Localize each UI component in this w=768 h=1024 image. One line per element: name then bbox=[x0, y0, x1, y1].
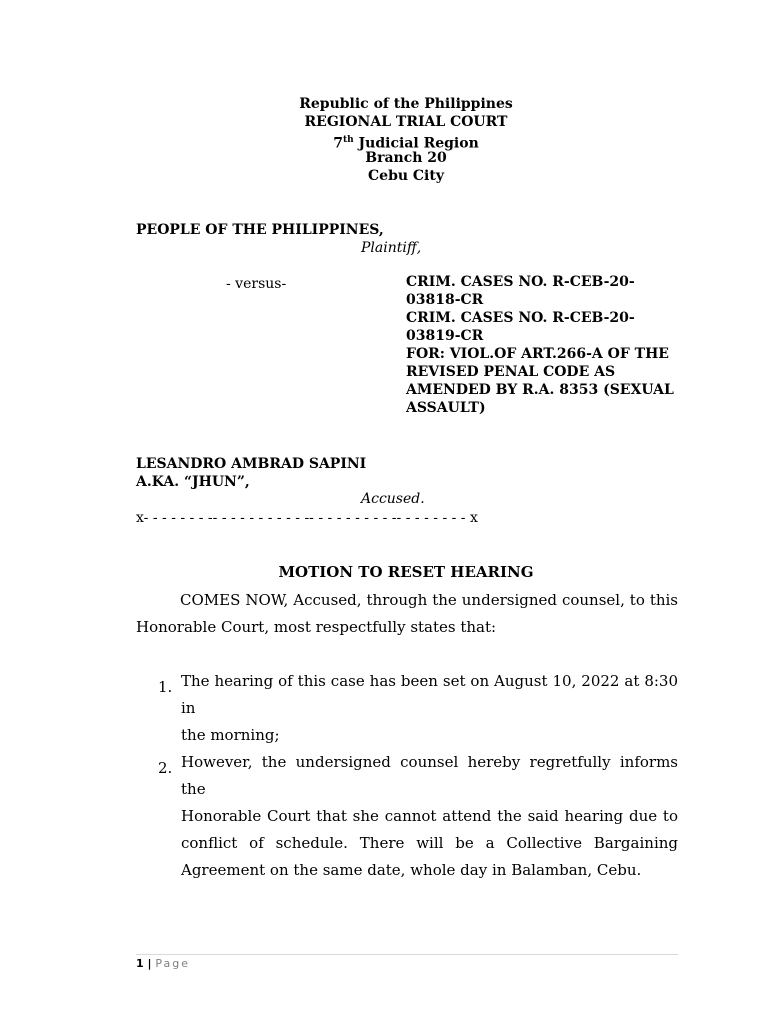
case-line: ASSAULT) bbox=[406, 400, 486, 416]
court-header-city: Cebu City bbox=[368, 168, 444, 184]
region-ordinal: th bbox=[342, 135, 354, 145]
numbered-item bbox=[181, 668, 678, 749]
case-info-block bbox=[406, 273, 686, 417]
plaintiff-role: Plaintiff, bbox=[361, 240, 422, 256]
item-line: Honorable Court that she cannot attend the said hearing due to bbox=[181, 807, 678, 825]
region-number: 7 bbox=[333, 135, 343, 152]
case-line: AMENDED BY R.A. 8353 (SEXUAL bbox=[406, 382, 674, 398]
intro-line: Honorable Court, most respectfully states that: bbox=[136, 618, 497, 636]
item-line: conflict of schedule. There will be a Collective Bargaining bbox=[181, 834, 678, 852]
case-line: CRIM. CASES NO. R-CEB-20- bbox=[406, 274, 635, 290]
page-label: Page bbox=[155, 957, 190, 970]
item-line: Agreement on the same date, whole day in Balamban, Cebu. bbox=[181, 861, 642, 879]
court-header-republic: Republic of the Philippines bbox=[299, 96, 513, 112]
region-text: Judicial Region bbox=[353, 135, 479, 152]
case-line: 03818-CR bbox=[406, 292, 484, 308]
accused-alias: A.KA. “JHUN”, bbox=[136, 474, 250, 490]
footer-divider bbox=[136, 954, 678, 955]
footer-separator: | bbox=[143, 957, 156, 970]
accused-role: Accused. bbox=[361, 491, 425, 507]
case-line: REVISED PENAL CODE AS bbox=[406, 364, 616, 380]
item-number: 1. bbox=[158, 678, 173, 696]
intro-paragraph bbox=[136, 587, 678, 641]
case-line: 03819-CR bbox=[406, 328, 484, 344]
case-line: FOR: VIOL.OF ART.266-A OF THE bbox=[406, 346, 669, 362]
item-number: 2. bbox=[158, 759, 173, 777]
plaintiff-name: PEOPLE OF THE PHILIPPINES, bbox=[136, 222, 384, 238]
page-number: 1 bbox=[136, 957, 144, 970]
motion-title: MOTION TO RESET HEARING bbox=[278, 563, 534, 581]
item-line: the morning; bbox=[181, 726, 280, 744]
versus-label: - versus- bbox=[226, 276, 287, 292]
court-header-branch: Branch 20 bbox=[365, 150, 447, 166]
numbered-item bbox=[181, 749, 678, 884]
caption-separator: x- - - - - - - -- - - - - - - - - - -- - - - - - - - - -- - - - - - - - x bbox=[136, 510, 478, 526]
intro-line: COMES NOW, Accused, through the undersigned counsel, to this bbox=[180, 591, 678, 609]
page-footer bbox=[136, 957, 190, 970]
case-line: CRIM. CASES NO. R-CEB-20- bbox=[406, 310, 635, 326]
item-line: The hearing of this case has been set on August 10, 2022 at 8:30 in bbox=[181, 672, 678, 717]
accused-name: LESANDRO AMBRAD SAPINI bbox=[136, 456, 367, 472]
item-line: However, the undersigned counsel hereby regretfully informs the bbox=[181, 753, 678, 798]
court-header-rtc: REGIONAL TRIAL COURT bbox=[304, 114, 508, 130]
